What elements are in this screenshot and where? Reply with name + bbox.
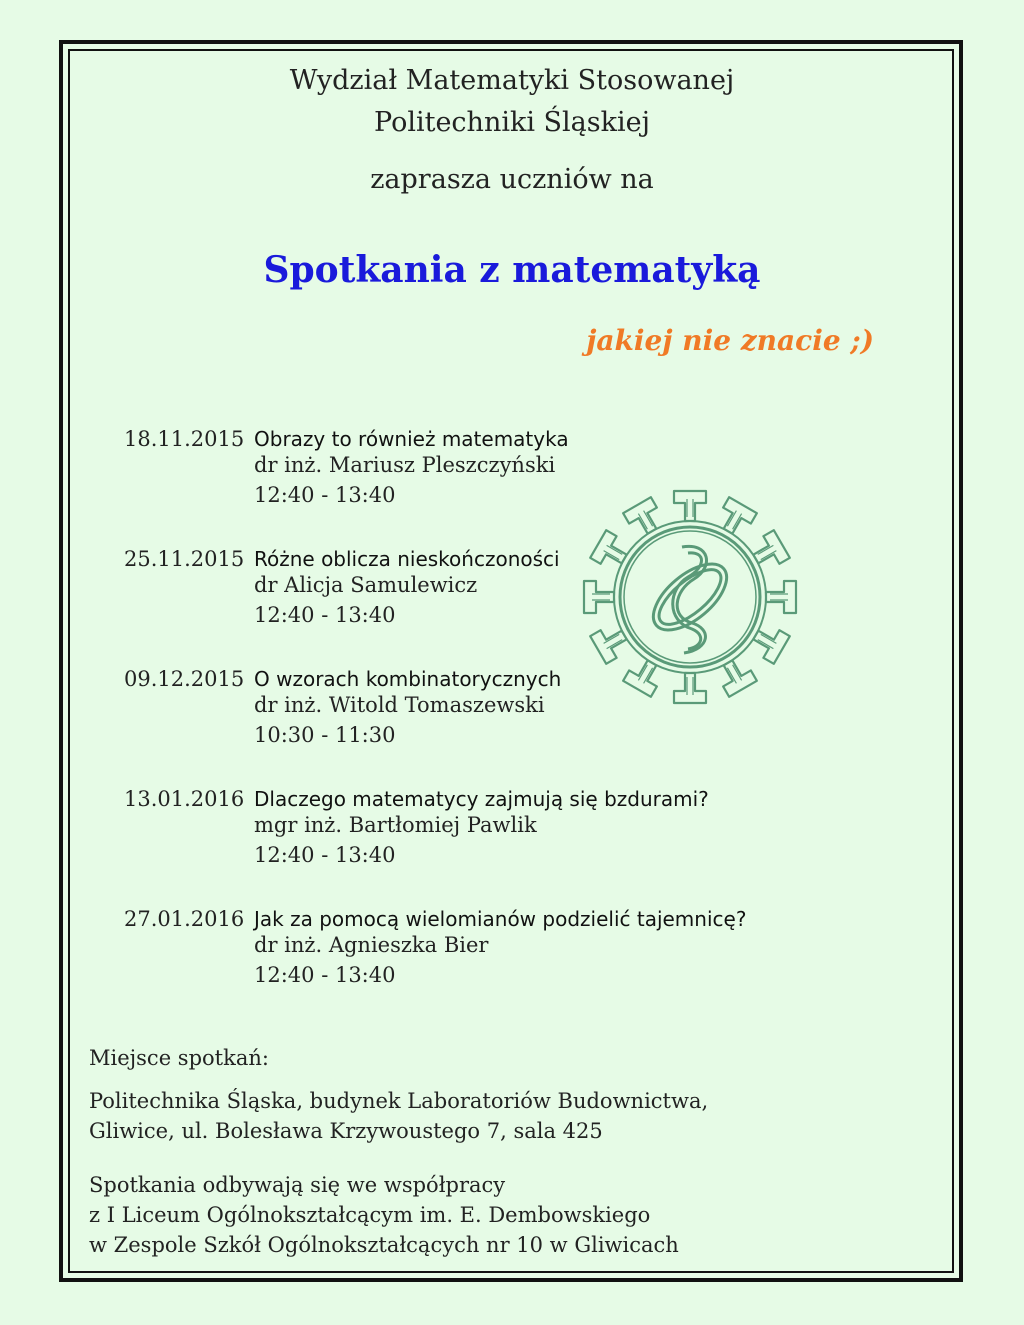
lecture-title: Różne oblicza nieskończoności	[254, 547, 560, 571]
cooperation-line-1: Spotkania odbywają się we współpracy	[89, 1173, 506, 1197]
cooperation-line-2: z I Liceum Ogólnokształcącym im. E. Dembowskiego	[89, 1203, 651, 1227]
lecture-title: Dlaczego matematycy zajmują się bzdurami?	[254, 787, 709, 811]
lecture-title: Jak za pomocą wielomianów podzielić tajemnicę?	[254, 907, 747, 931]
venue-line-2: Gliwice, ul. Bolesława Krzywoustego 7, sala 425	[89, 1119, 603, 1143]
lecture-title: O wzorach kombinatorycznych	[254, 667, 562, 691]
lecture-date: 13.01.2016	[124, 787, 245, 811]
venue-label: Miejsce spotkań:	[89, 1046, 269, 1070]
lecture-date: 25.11.2015	[124, 547, 245, 571]
lecture-date: 18.11.2015	[124, 427, 245, 451]
lecture-time: 12:40 - 13:40	[254, 963, 396, 987]
lecture-speaker: dr inż. Mariusz Pleszczyński	[254, 453, 556, 477]
lecture-speaker: dr Alicja Samulewicz	[254, 573, 478, 597]
lecture-speaker: dr inż. Agnieszka Bier	[254, 933, 489, 957]
poster-subtitle: jakiej nie znacie ;)	[586, 324, 874, 357]
poster-title: Spotkania z matematyką	[263, 249, 761, 291]
lecture-time: 10:30 - 11:30	[254, 723, 396, 747]
header-line-3: zaprasza uczniów na	[370, 164, 654, 195]
lecture-time: 12:40 - 13:40	[254, 483, 396, 507]
header-line-1: Wydział Matematyki Stosowanej	[289, 65, 735, 96]
lecture-time: 12:40 - 13:40	[254, 603, 396, 627]
cooperation-line-3: w Zespole Szkół Ogólnokształcących nr 10 w Gliwicach	[89, 1233, 679, 1257]
lecture-date: 27.01.2016	[124, 907, 245, 931]
lecture-speaker: dr inż. Witold Tomaszewski	[254, 693, 545, 717]
header-line-2: Politechniki Śląskiej	[374, 107, 650, 138]
university-emblem-icon	[575, 462, 805, 732]
lecture-time: 12:40 - 13:40	[254, 843, 396, 867]
lecture-date: 09.12.2015	[124, 667, 245, 691]
lecture-title: Obrazy to również matematyka	[254, 427, 569, 451]
lecture-speaker: mgr inż. Bartłomiej Pawlik	[254, 813, 537, 837]
venue-line-1: Politechnika Śląska, budynek Laboratoriów Budownictwa,	[89, 1089, 709, 1113]
